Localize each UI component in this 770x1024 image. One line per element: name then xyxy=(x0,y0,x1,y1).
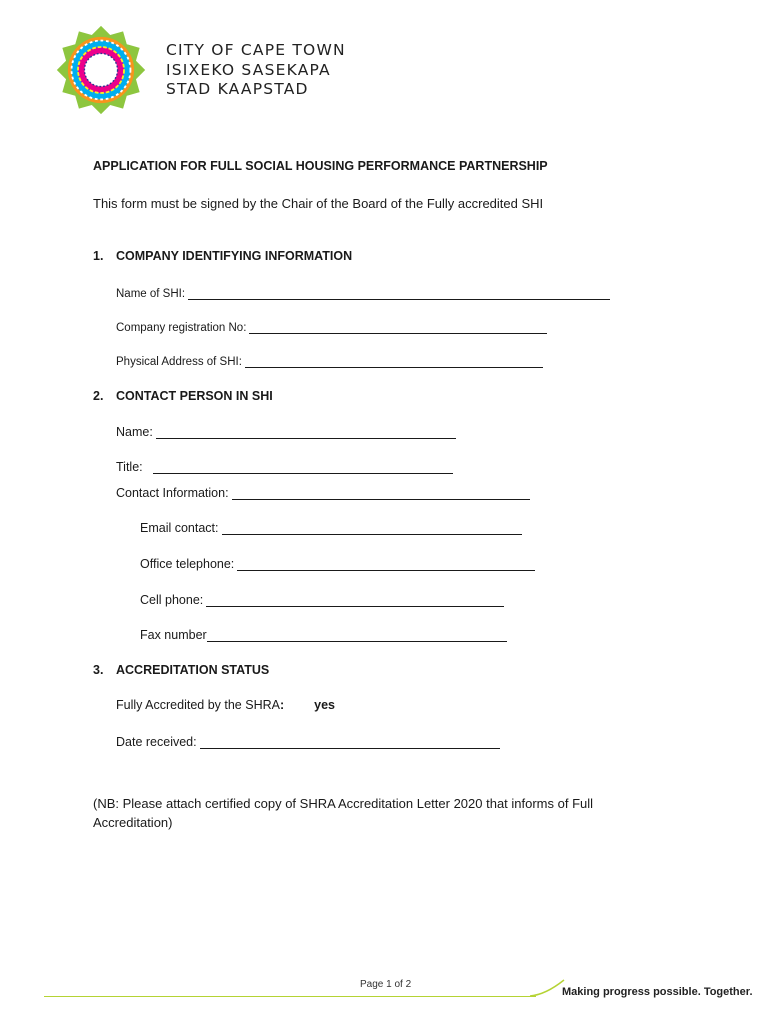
section-2-heading xyxy=(93,389,273,403)
logo-line-xhosa: ISIXEKO SASEKAPA xyxy=(166,60,331,79)
field-colon: : xyxy=(279,698,285,712)
page-number: Page 1 of 2 xyxy=(360,979,412,990)
fill-line[interactable] xyxy=(206,592,504,607)
company-registration-field[interactable] xyxy=(116,319,547,334)
fill-line[interactable] xyxy=(245,353,543,368)
section-1-heading xyxy=(93,249,352,263)
field-label: Fax number xyxy=(140,628,207,642)
email-contact-field[interactable] xyxy=(140,520,522,535)
fill-line[interactable] xyxy=(188,285,610,300)
section-number: 1. xyxy=(93,249,104,263)
contact-title-field[interactable] xyxy=(116,459,453,474)
fax-number-field[interactable] xyxy=(140,627,507,642)
fill-line[interactable] xyxy=(156,424,456,439)
logo-line-english: CITY OF CAPE TOWN xyxy=(166,41,346,59)
section-title: COMPANY IDENTIFYING INFORMATION xyxy=(116,249,353,263)
city-of-cape-town-logo xyxy=(55,24,147,116)
logo-line-afrikaans: STAD KAAPSTAD xyxy=(166,80,309,98)
section-3-heading xyxy=(93,663,269,677)
field-label: Name: xyxy=(116,425,153,439)
footer-rule xyxy=(44,996,536,997)
section-title: ACCREDITATION STATUS xyxy=(116,663,270,677)
fill-line[interactable] xyxy=(153,459,453,474)
field-label: Title: xyxy=(116,460,143,474)
cell-phone-field[interactable] xyxy=(140,592,504,607)
footer-slogan: Making progress possible. Together. xyxy=(562,986,753,998)
field-label: Fully Accredited by the SHRA xyxy=(116,698,280,712)
form-title: APPLICATION FOR FULL SOCIAL HOUSING PERFORMANCE PARTNERSHIP xyxy=(93,159,548,173)
field-label: Cell phone: xyxy=(140,593,204,607)
field-label: Contact Information: xyxy=(116,486,229,500)
accredited-value: yes xyxy=(314,698,335,712)
logo-wordmark xyxy=(166,41,346,100)
field-label: Office telephone: xyxy=(140,557,235,571)
fully-accredited-field xyxy=(116,698,335,712)
field-label: Company registration No: xyxy=(116,322,247,334)
fill-line[interactable] xyxy=(237,556,535,571)
field-label: Name of SHI: xyxy=(116,288,186,300)
fill-line[interactable] xyxy=(222,520,522,535)
section-number: 2. xyxy=(93,389,104,403)
date-received-field[interactable] xyxy=(116,734,500,749)
section-title: CONTACT PERSON IN SHI xyxy=(116,389,273,403)
attachment-note: (NB: Please attach certified copy of SHRA Accreditation Letter 2020 that informs of Full Accreditation) xyxy=(93,796,594,830)
fill-line[interactable] xyxy=(232,485,530,500)
form-intro: This form must be signed by the Chair of the Board of the Fully accredited SHI xyxy=(93,196,544,211)
field-label: Date received: xyxy=(116,735,197,749)
field-label: Email contact: xyxy=(140,521,219,535)
fill-line[interactable] xyxy=(200,734,500,749)
fill-line[interactable] xyxy=(249,319,547,334)
office-telephone-field[interactable] xyxy=(140,556,535,571)
contact-information-field[interactable] xyxy=(116,485,530,500)
fill-line[interactable] xyxy=(207,627,507,642)
physical-address-field[interactable] xyxy=(116,353,543,368)
field-label: Physical Address of SHI: xyxy=(116,356,242,368)
name-of-shi-field[interactable] xyxy=(116,285,610,300)
contact-name-field[interactable] xyxy=(116,424,456,439)
section-number: 3. xyxy=(93,663,104,677)
